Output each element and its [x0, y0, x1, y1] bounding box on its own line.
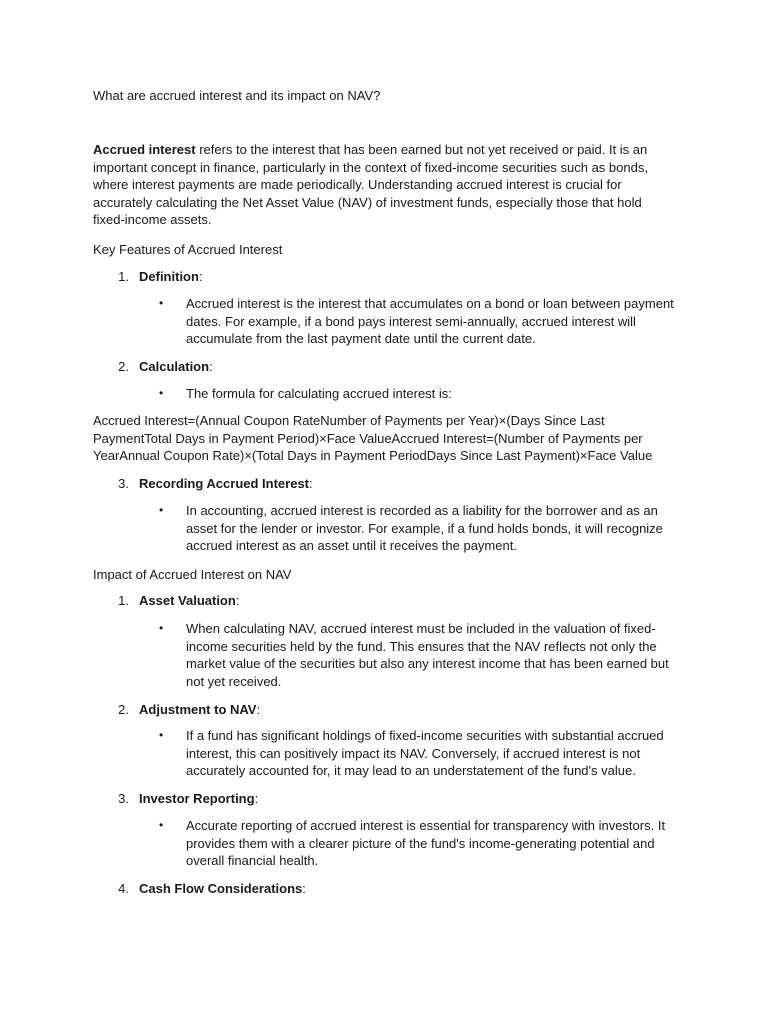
formula-text: Accrued Interest=(Annual Coupon RateNumber of Payments per Year)×(Days Since Last PaymentTotal Days in Payment Period)×Face ValueAccrued Interest=(Number of Payments per YearAnnual Coupon Rate)×(Total Days in Payment PeriodDays Since Last Payment)×Face Value: [93, 413, 653, 464]
list-item-label: Cash Flow Considerations: [139, 881, 303, 896]
list-number: 1.: [118, 593, 129, 608]
bullet-icon: •: [159, 503, 164, 517]
list-item-suffix: :: [209, 359, 213, 374]
list-item-label: Asset Valuation: [139, 593, 236, 608]
list-number: 2.: [118, 702, 129, 717]
list-item-suffix: :: [254, 791, 259, 806]
bullet-text: In accounting, accrued interest is recorded as a liability for the borrower and as an asset for the lender or investor. For example, if a fund holds bonds, it will recognize accrued interest as an asset until it receives the payment.: [186, 503, 663, 554]
list-item-label: Investor Reporting: [139, 791, 255, 806]
list-item-suffix: :: [256, 702, 261, 717]
list-item-suffix: :: [302, 881, 306, 896]
list-item-suffix: :: [235, 593, 240, 608]
list-item-label: Adjustment to NAV: [139, 702, 257, 717]
list-item-suffix: :: [198, 269, 203, 284]
document-title: What are accrued interest and its impact on NAV?: [93, 88, 381, 103]
section-heading-key-features: Key Features of Accrued Interest: [93, 242, 283, 257]
list-number: 3.: [118, 791, 129, 806]
bullet-text: If a fund has significant holdings of fixed-income securities with substantial accrued interest, this can positively impact its NAV. Conversely, if accrued interest is not accurately accounted for, it may lead to an understatement of the fund's value.: [186, 728, 664, 779]
intro-text: refers to the interest that has been earned but not yet received or paid. It is an important concept in finance, particularly in the context of fixed-income securities such as bonds, where interest payments are made periodically. Understanding accrued interest is crucial for accurately calculating the Net Asset Value (NAV) of investment funds, especially those that hold fixed-income assets.: [93, 142, 648, 228]
intro-paragraph: [93, 141, 675, 229]
bullet-icon: •: [159, 621, 164, 635]
list-number: 3.: [118, 476, 129, 491]
bullet-text: Accurate reporting of accrued interest is essential for transparency with investors. It provides them with a clearer picture of the fund's income-generating potential and overall financial health.: [186, 818, 666, 869]
bullet-text: Accrued interest is the interest that accumulates on a bond or loan between payment dates. For example, if a bond pays interest semi-annually, accrued interest will accumulate from the last payment date until the current date.: [186, 296, 674, 347]
bullet-icon: •: [159, 728, 164, 742]
list-item-label: Calculation: [139, 359, 210, 374]
list-number: 2.: [118, 359, 129, 374]
bullet-text: When calculating NAV, accrued interest must be included in the valuation of fixed-income securities held by the fund. This ensures that the NAV reflects not only the market value of the securities but also any interest income that has been earned but not yet received.: [186, 621, 669, 689]
list-number: 4.: [118, 881, 129, 896]
list-number: 1.: [118, 269, 129, 284]
bullet-icon: •: [159, 818, 164, 832]
bullet-icon: •: [159, 386, 164, 400]
list-item-label: Definition: [139, 269, 199, 284]
intro-term: Accrued interest: [93, 142, 196, 157]
list-item-suffix: :: [309, 476, 313, 491]
section-heading-impact: Impact of Accrued Interest on NAV: [93, 567, 292, 582]
bullet-text: The formula for calculating accrued interest is:: [186, 386, 452, 401]
bullet-icon: •: [159, 296, 164, 310]
list-item-label: Recording Accrued Interest: [139, 476, 310, 491]
